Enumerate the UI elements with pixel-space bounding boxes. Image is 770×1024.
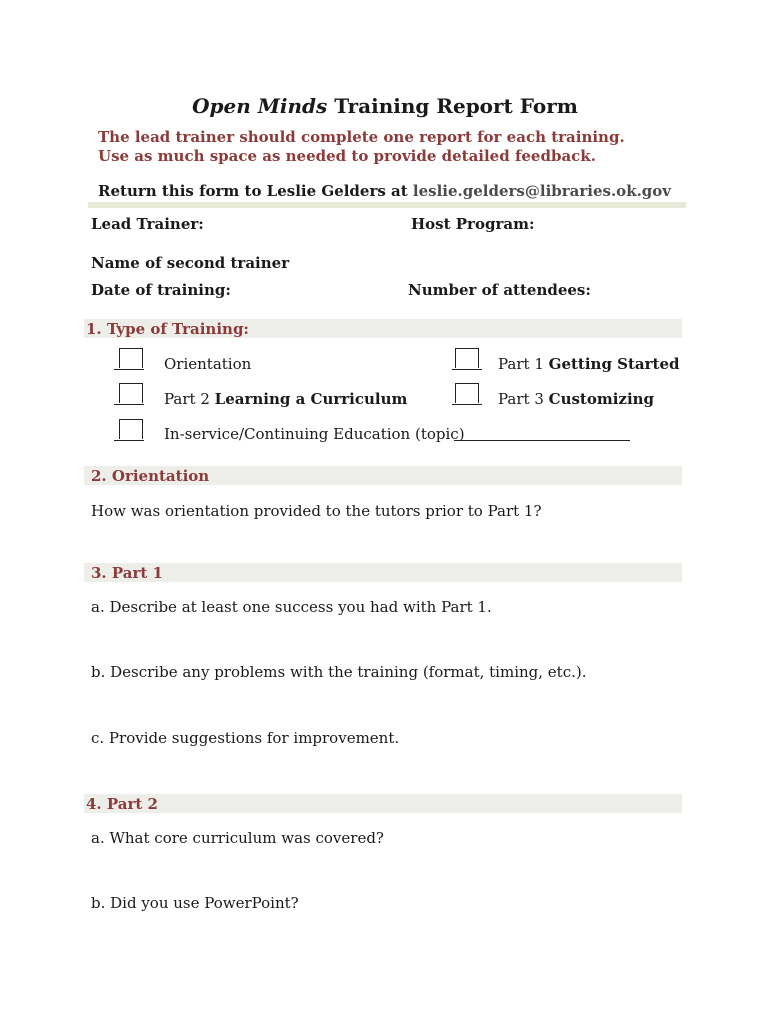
checkbox-underline: [452, 369, 482, 370]
option-part2-bold: Learning a Curriculum: [214, 390, 408, 408]
orientation-question: How was orientation provided to the tutors prior to Part 1?: [91, 502, 542, 520]
return-prefix: Return this form to Leslie Gelders at: [98, 182, 413, 200]
host-program-label: Host Program:: [411, 215, 535, 233]
part2-question-a: a. What core curriculum was covered?: [91, 829, 384, 847]
option-part2-prefix: Part 2: [164, 390, 215, 408]
option-part2: [164, 390, 407, 408]
checkbox-underline: [114, 369, 144, 370]
section-4-band: [84, 794, 682, 813]
attendees-label: Number of attendees:: [408, 281, 591, 299]
part1-question-b: b. Describe any problems with the training (format, timing, etc.).: [91, 663, 587, 681]
lead-trainer-label: Lead Trainer:: [91, 215, 204, 233]
option-part3-bold: Customizing: [548, 390, 655, 408]
checkbox-underline: [114, 440, 144, 441]
section-3-band: [84, 563, 682, 582]
checkbox-part3[interactable]: [455, 383, 479, 403]
section-2-header: 2. Orientation: [91, 467, 210, 485]
section-1-header: 1. Type of Training:: [86, 320, 249, 338]
page-title: [0, 94, 770, 118]
title-text: Training Report Form: [327, 94, 578, 118]
second-trainer-label: Name of second trainer: [91, 254, 290, 272]
option-inservice: In-service/Continuing Education (topic): [164, 425, 465, 443]
option-part1-bold: Getting Started: [548, 355, 680, 373]
date-label: Date of training:: [91, 281, 231, 299]
header-divider: [88, 202, 686, 208]
option-part3-prefix: Part 3: [498, 390, 549, 408]
intro-instructions: The lead trainer should complete one report for each training. Use as much space as needed to provide detailed feedback.: [98, 128, 625, 165]
inservice-topic-field[interactable]: [454, 440, 630, 441]
title-brand: Open Minds: [192, 94, 328, 118]
return-email[interactable]: leslie.gelders@libraries.ok.gov: [412, 182, 672, 200]
checkbox-part2[interactable]: [119, 383, 143, 403]
section-3-header: 3. Part 1: [91, 564, 163, 582]
checkbox-underline: [452, 404, 482, 405]
checkbox-inservice[interactable]: [119, 419, 143, 439]
option-part1: [498, 355, 680, 373]
option-orientation: Orientation: [164, 355, 252, 373]
section-4-header: 4. Part 2: [86, 795, 158, 813]
part1-question-a: a. Describe at least one success you had with Part 1.: [91, 598, 492, 616]
part2-question-b: b. Did you use PowerPoint?: [91, 894, 299, 912]
checkbox-underline: [114, 404, 144, 405]
option-part1-prefix: Part 1: [498, 355, 549, 373]
option-part3: [498, 390, 654, 408]
checkbox-part1[interactable]: [455, 348, 479, 368]
return-line: [98, 182, 671, 200]
part1-question-c: c. Provide suggestions for improvement.: [91, 729, 400, 747]
checkbox-orientation[interactable]: [119, 348, 143, 368]
